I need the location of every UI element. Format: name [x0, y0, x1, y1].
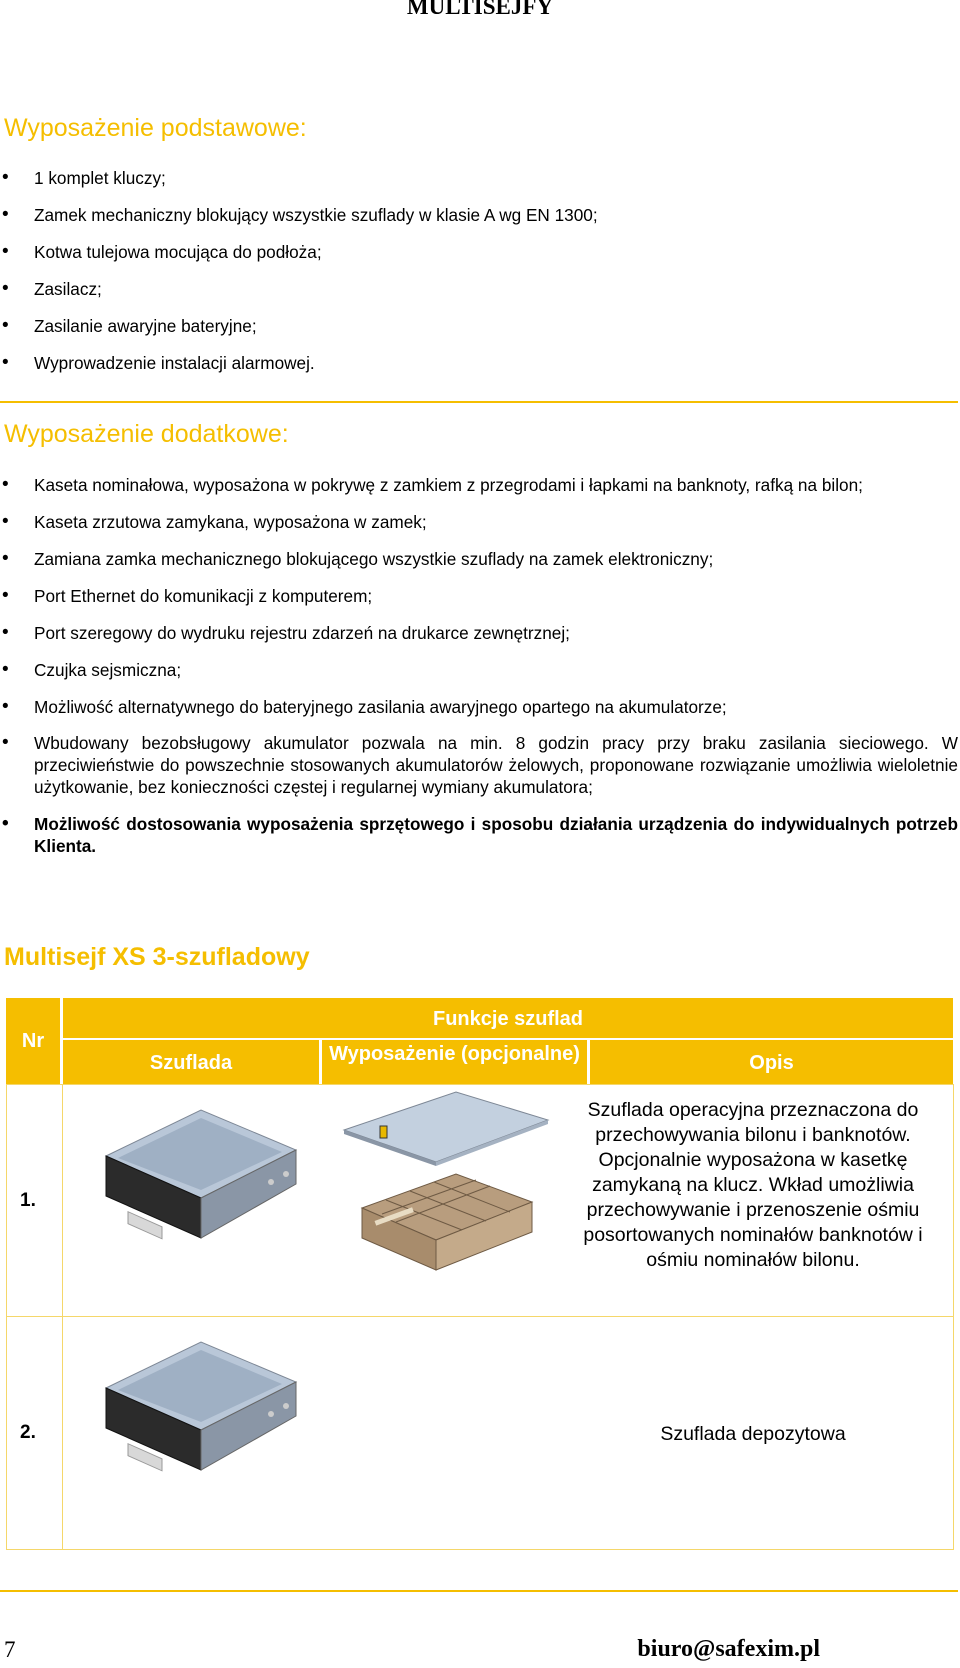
list-item: • Zasilacz;: [0, 278, 958, 300]
basic-equipment-heading: Wyposażenie podstawowe:: [4, 114, 307, 142]
product-heading: Multisejf XS 3-szufladowy: [4, 943, 310, 971]
row-description: Szuflada operacyjna przeznaczona do przechowywania bilonu i banknotów. Opcjonalnie wyposażona w kasetkę zamykaną na klucz. Wkład umożliwia przechowywanie i przenoszenie ośmiu posortowanych nominałów banknotów i ośmiu nominałów bilonu.: [583, 1099, 923, 1271]
footer-divider: [0, 1590, 958, 1592]
list-item: • Możliwość alternatywnego do bateryjnego zasilania awaryjnego opartego na akumulatorze;: [0, 696, 958, 718]
list-item: • Kotwa tulejowa mocująca do podłoża;: [0, 241, 958, 263]
additional-equipment-list: [0, 474, 958, 872]
header-nr: Nr: [6, 998, 60, 1084]
additional-equipment-heading: Wyposażenie dodatkowe:: [4, 420, 289, 448]
header-drawer: Szuflada: [63, 1040, 319, 1084]
list-item: • Wbudowany bezobsługowy akumulator pozwala na min. 8 godzin pracy przy braku zasilania sieciowego. W przeciwieństwie do powszechnie stosowanych akumulatorów żelowych, proponowane rozwiązanie umożliwia wieloletnie użytkowanie, bez konieczności częstej i regularnej wymiany akumulatora;: [0, 732, 958, 798]
row-description: Szuflada depozytowa: [660, 1423, 846, 1445]
drawer-image: [86, 1098, 308, 1248]
row-number: 1.: [20, 1190, 36, 1211]
header-group: Funkcje szuflad: [63, 998, 953, 1038]
drawer-image: [86, 1330, 308, 1480]
list-item: • Zamiana zamka mechanicznego blokującego wszystkie szuflady na zamek elektroniczny;: [0, 548, 958, 570]
basic-equipment-list: [0, 167, 958, 389]
cash-tray-image: [336, 1090, 586, 1290]
page-number: 7: [4, 1637, 16, 1662]
section-divider: [0, 401, 958, 403]
footer-email: biuro@safexim.pl: [637, 1636, 820, 1662]
header-equipment: Wyposażenie (opcjonalne): [322, 1040, 587, 1084]
list-item: • Zamek mechaniczny blokujący wszystkie szuflady w klasie A wg EN 1300;: [0, 204, 958, 226]
page-title: MULTISEJFY: [406, 0, 554, 19]
list-item: • Możliwość dostosowania wyposażenia sprzętowego i sposobu działania urządzenia do indywidualnych potrzeb Klienta.: [0, 813, 958, 857]
list-item: • 1 komplet kluczy;: [0, 167, 958, 189]
list-item: • Czujka sejsmiczna;: [0, 659, 958, 681]
list-item: • Kaseta zrzutowa zamykana, wyposażona w zamek;: [0, 511, 958, 533]
list-item: • Port Ethernet do komunikacji z komputerem;: [0, 585, 958, 607]
list-item: • Wyprowadzenie instalacji alarmowej.: [0, 352, 958, 374]
list-item: • Port szeregowy do wydruku rejestru zdarzeń na drukarce zewnętrznej;: [0, 622, 958, 644]
list-item: • Zasilanie awaryjne bateryjne;: [0, 315, 958, 337]
header-description: Opis: [590, 1040, 953, 1084]
list-item: • Kaseta nominałowa, wyposażona w pokrywę z zamkiem z przegrodami i łapkami na banknoty, rafką na bilon;: [0, 474, 958, 496]
row-number: 2.: [20, 1422, 36, 1443]
